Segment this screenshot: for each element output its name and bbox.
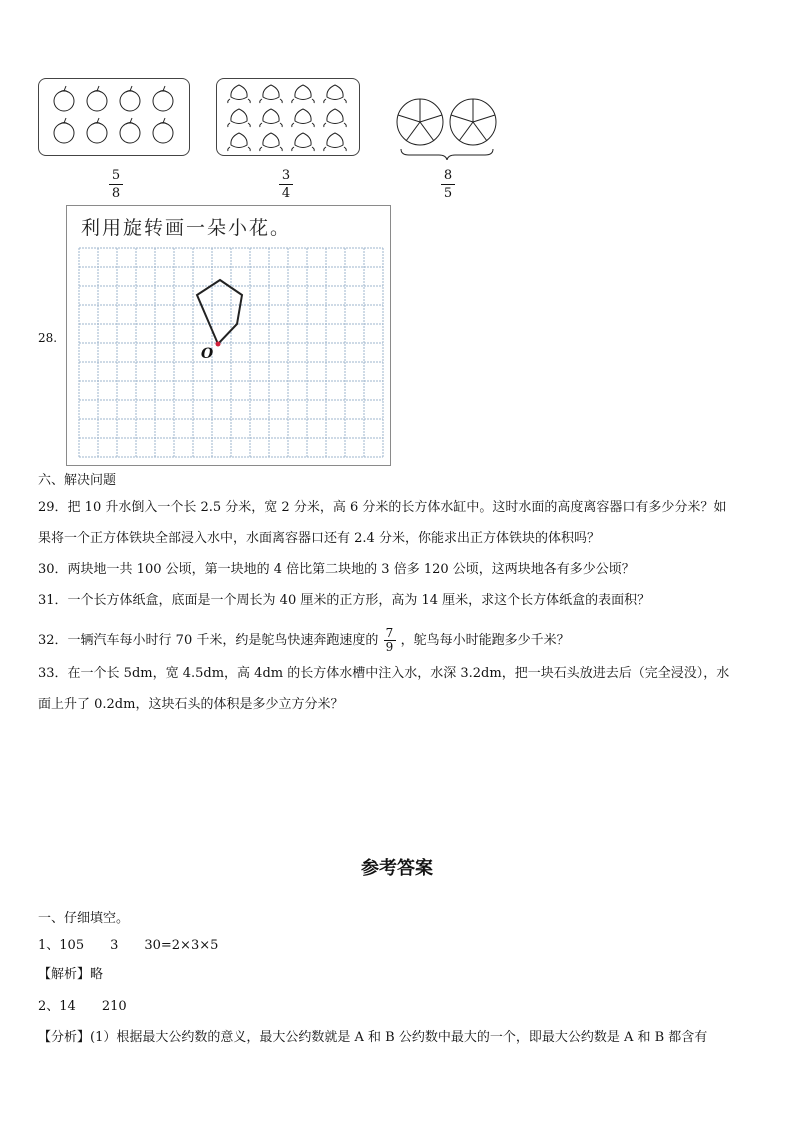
question-33-line2: 面上升了 0.2dm，这块石头的体积是多少立方分米？ [38,697,344,712]
question-29-line1: 29．把 10 升水倒入一个长 2.5 分米，宽 2 分米，高 6 分米的长方体水缸中。这时水面的高度离容器口有多少分米？如 [38,500,727,515]
peach-icons [217,79,359,155]
fraction-numerator: 3 [281,168,291,183]
grid-drawing [67,206,390,465]
question-30: 30．两块地一共 100 公顷，第一块地的 4 倍比第二块地的 3 倍多 120 公顷，这两块地各有多少公顷？ [38,562,635,577]
answer-1: 1、105 3 30=2×3×5 [38,938,219,953]
point-o-label: O [201,346,214,362]
apple-icons [39,79,189,155]
answers-title: 参考答案 [361,858,433,879]
kite-shape [197,280,242,344]
peaches-box [216,78,360,156]
fraction-denominator: 5 [443,186,453,201]
answer-1-analysis: 【解析】略 [38,967,104,982]
fraction-denominator: 4 [281,186,291,201]
question-33-line1: 33．在一个长 5dm，宽 4.5dm，高 4dm 的长方体水槽中注入水，水深 3.2dm，把一块石头放进去后（完全浸没），水 [38,666,730,681]
question-28-number: 28. [38,331,58,345]
rotation-center-point [216,342,221,347]
answers-section-1: 一、仔细填空。 [38,911,130,926]
question-29-line2: 果将一个正方体铁块全部浸入水中，水面离容器口还有 2.4 分米，你能求出正方体铁块的体积吗？ [38,531,600,546]
section-6-heading: 六、解决问题 [38,473,117,488]
fraction-apples [106,168,126,201]
question-32 [38,627,570,654]
fraction-denominator: 9 [385,640,394,654]
question-32-pre: 32．一辆汽车每小时行 70 千米，约是鸵鸟快速奔跑速度的 [38,633,379,648]
divided-circles [392,94,502,160]
question-32-post: ，鸵鸟每小时能跑多少千米？ [400,633,570,648]
fraction-circles [438,168,458,201]
fraction-numerator: 7 [385,626,394,640]
apples-box [38,78,190,156]
panel-title: 利用旋转画一朵小花。 [81,217,292,239]
fraction-numerator: 5 [111,168,121,183]
fraction-denominator: 8 [111,186,121,201]
answer-2: 2、14 210 [38,999,127,1014]
answer-2-analysis: 【分析】(1）根据最大公约数的意义，最大公约数就是 A 和 B 公约数中最大的一个，即最大公约数是 A 和 B 都含有 [38,1030,708,1045]
question-31: 31．一个长方体纸盒，底面是一个周长为 40 厘米的正方形，高为 14 厘米，求这个长方体纸盒的表面积？ [38,593,651,608]
fraction-numerator: 8 [443,168,453,183]
question-32-fraction [384,627,396,654]
fraction-peaches [276,168,296,201]
rotation-grid-panel [66,205,391,466]
